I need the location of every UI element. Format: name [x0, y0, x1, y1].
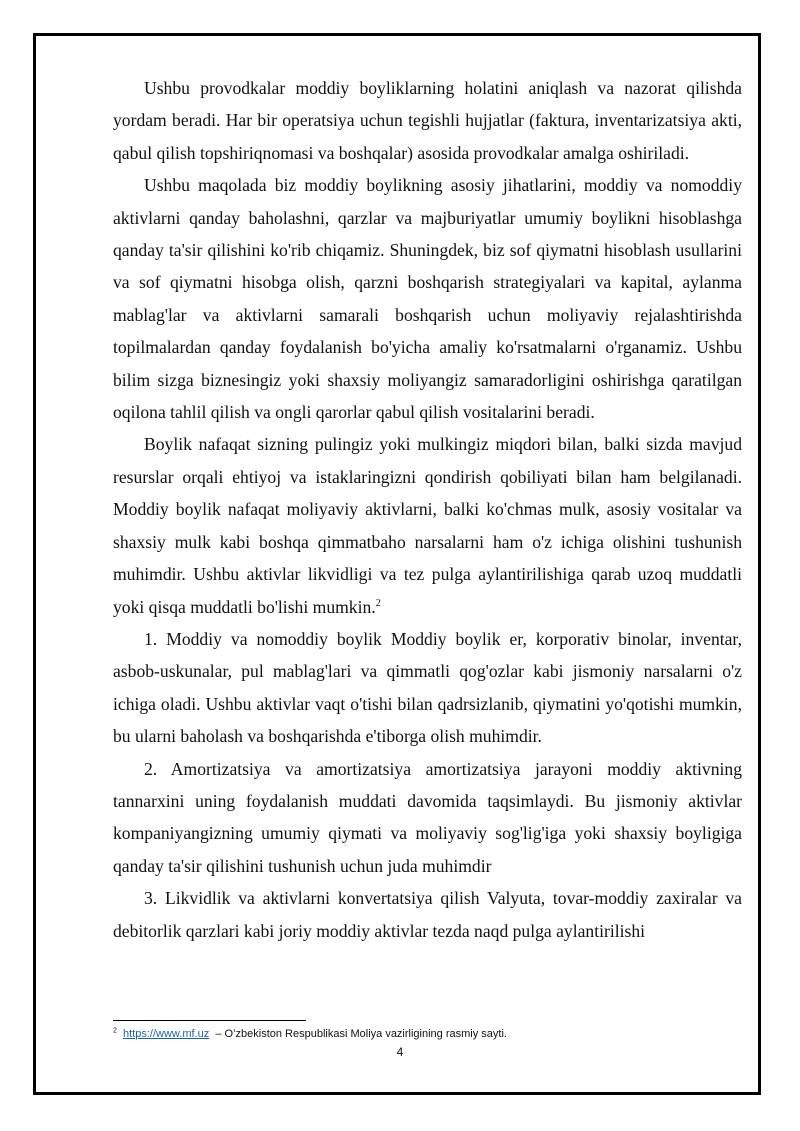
- paragraph-1: Ushbu provodkalar moddiy boyliklarning holatini aniqlash va nazorat qilishda yordam beradi. Har bir operatsiya uchun tegishli hujjatlar (faktura, inventarizatsiya akti, qabul qilish topshiriqnomasi va boshqalar) asosida provodkalar amalga oshiriladi.: [113, 78, 742, 163]
- page-number: 4: [396, 1045, 404, 1059]
- paragraph-4: 1. Moddiy va nomoddiy boylik Moddiy boylik er, korporativ binolar, inventar, asbob-uskunalar, pul mablag'lari va qimmatli qog'ozlar kabi jismoniy narsalarni o'z ichiga oladi. Ushbu aktivlar vaqt o'tishi bilan qadrsizlanib, qiymatini yo'qotishi mumkin, bu ularni baholash va boshqarishda e'tiborga olish muhimdir.: [113, 628, 742, 747]
- footnote: [113, 1027, 753, 1041]
- paragraph-3: [113, 428, 742, 622]
- footnote-number: 2: [113, 1027, 117, 1035]
- paragraph-6: 3. Likvidlik va aktivlarni konvertatsiya qilish Valyuta, tovar-moddiy zaxiralar va debitorlik qarzlari kabi joriy moddiy aktivlar tezda naqd pulga aylantirilishi: [113, 888, 742, 941]
- paragraph-3-text: Boylik nafaqat sizning pulingiz yoki mulkingiz miqdori bilan, balki sizda mavjud resurslar orqali ehtiyoj va istaklaringizni qondirish qobiliyati bilan ham belgilanadi. Moddiy boylik nafaqat moliyaviy aktivlarni, balki ko'chmas mulk, asosiy vositalar va shaxsiy mulk kabi boshqa qimmatbaho narsalarni ham o'z ichiga olishini tushunish muhimdir. Ushbu aktivlar likvidligi va tez pulga aylantirilishiga qarab uzoq muddatli yoki qisqa muddatli bo'lishi mumkin.: [113, 434, 742, 617]
- footnote-reference[interactable]: 2: [375, 597, 381, 609]
- paragraph-2: Ushbu maqolada biz moddiy boylikning asosiy jihatlarini, moddiy va nomoddiy aktivlarni qanday baholashni, qarzlar va majburiyatlar umumiy boylikni hisoblashga qanday ta'sir qilishini ko'rib chiqamiz. Shuningdek, biz sof qiymatni hisoblash usullarini va sof qiymatni hisobga olish, qarzni boshqarish strategiyalari va kapital, aylanma mablag'lar va aktivlarni samarali boshqarish uchun moliyaviy rejalashtirishda topilmalardan qanday foydalanish bo'yicha amaliy ko'rsatmalarni o'rganamiz. Ushbu bilim sizga biznesingiz yoki shaxsiy moliyangiz samaradorligini oshirishga qaratilgan oqilona tahlil qilish va ongli qarorlar qabul qilish vositalarini beradi.: [113, 175, 742, 423]
- footnote-link[interactable]: https://www.mf.uz: [123, 1028, 210, 1040]
- document-body: [113, 72, 742, 947]
- paragraph-5: 2. Amortizatsiya va amortizatsiya amortizatsiya jarayoni moddiy aktivning tannarxini uning foydalanish muddati davomida taqsimlaydi. Bu jismoniy aktivlar kompaniyangizning umumiy qiymati va moliyaviy sog'lig'iga yoki shaxsiy boyligiga qanday ta'sir qilishini tushunish uchun juda muhimdir: [113, 758, 742, 876]
- footnote-separator: [113, 1020, 306, 1021]
- footnote-text: – O’zbekiston Respublikasi Moliya vazirligining rasmiy sayti.: [212, 1028, 507, 1040]
